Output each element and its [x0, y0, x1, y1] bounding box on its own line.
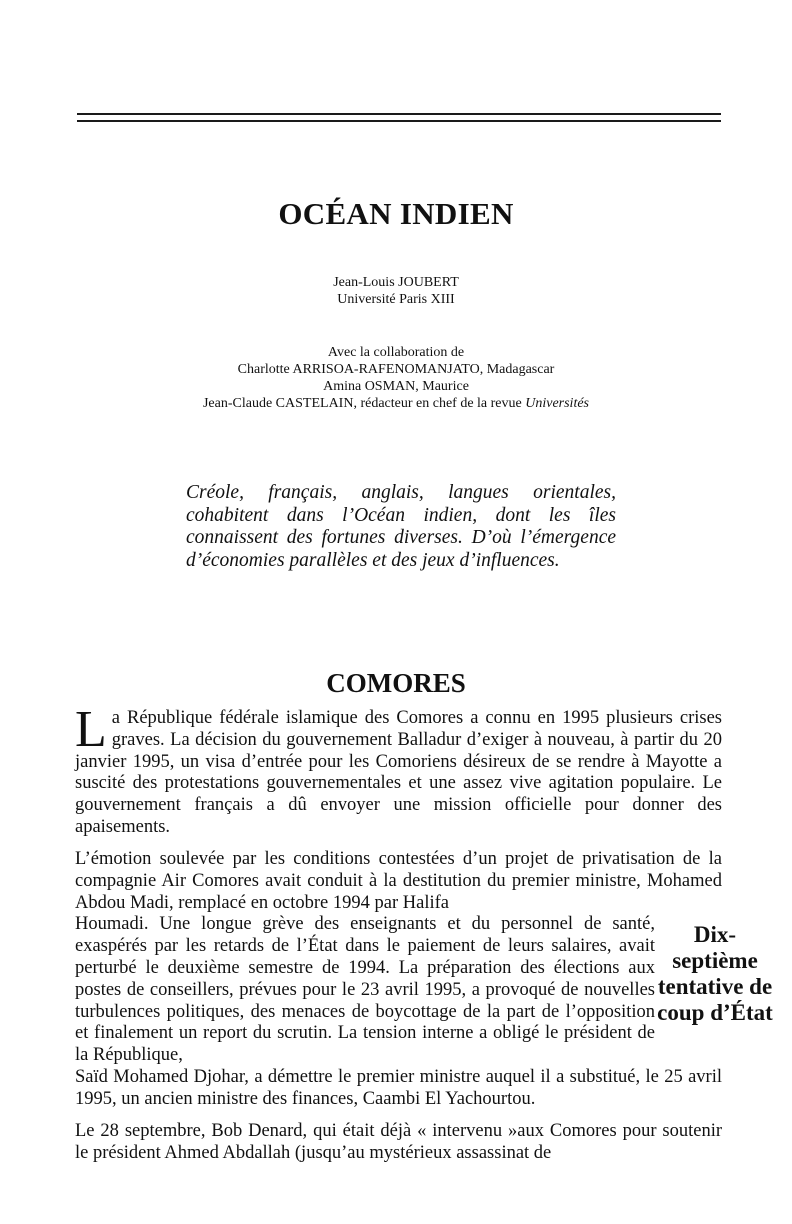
paragraph-3: Le 28 septembre, Bob Denard, qui était déjà « intervenu »aux Comores pour soutenir le président Ahmed Abdallah (jusqu’au mystérieux assassinat de: [75, 1121, 722, 1163]
top-rule: [77, 113, 721, 115]
collaboration-block: [0, 344, 792, 412]
top-rule-second: [77, 120, 721, 122]
collaborator-name: Jean-Claude CASTELAIN, rédacteur en chef de la revue: [202, 396, 526, 411]
collaborator: Amina OSMAN, Maurice: [323, 379, 469, 394]
author-name: Jean-Louis JOUBERT: [333, 275, 459, 290]
journal-name: Universités: [525, 396, 589, 411]
paragraph-1-text: a République fédérale islamique des Comores a connu en 1995 plusieurs crises graves. La décision du gouvernement Balladur d’exiger à nouveau, à partir du 20 janvier 1995, un visa d’entrée pour les Comoriens désireux de se rendre à Mayotte a suscité des protestations gouvernementales et une assez vive agitation populaire. Le gouvernement français a dû envoyer une mission officielle pour donner des apaisements.: [75, 708, 722, 837]
paragraph-2-full: L’émotion soulevée par les conditions contestées d’un projet de privatisation de la compagnie Air Comores avait conduit à la destitution du premier ministre, Mohamed Abdou Madi, remplacé en octobre 1994 par Halifa: [75, 849, 722, 913]
paragraph-2: [75, 849, 722, 1111]
drop-cap: L: [75, 701, 107, 758]
section-title: COMORES: [326, 668, 466, 698]
author-affiliation: Université Paris XIII: [337, 292, 455, 307]
collaborator: [0, 395, 792, 412]
paragraph-1: [75, 701, 722, 839]
paragraph-2-end: Saïd Mohamed Djohar, a démettre le premier ministre auquel il a substitué, le 25 avril 1995, un ancien ministre des finances, Caambi El Yachourtou.: [75, 1066, 722, 1109]
margin-note: Dix-septième tentative de coup d’État: [657, 922, 773, 1025]
chapeau-summary: Créole, français, anglais, langues orientales, cohabitent dans l’Océan indien, dont les îles connaissent des fortunes diverses. D’où l’émergence d’économies parallèles et des jeux d’influences.: [186, 482, 616, 571]
paragraph-2-narrow: Houmadi. Une longue grève des enseignants et du personnel de santé, exaspérés par les retards de l’État dans le paiement de leurs salaires, avait perturbé le deuxième semestre de 1994. La préparation des élections aux postes de conseillers, prévues pour le 23 avril 1995, a provoqué de nouvelles turbulences politiques, des menaces de boycottage de la part de l’opposition et finalement un report du scrutin. La tension interne a obligé le président de la République,: [75, 914, 655, 1066]
collaborator: Charlotte ARRISOA-RAFENOMANJATO, Madagascar: [237, 362, 555, 377]
author-block: [0, 274, 792, 308]
collab-intro: Avec la collaboration de: [327, 345, 465, 360]
article-title: OCÉAN INDIEN: [278, 196, 514, 231]
